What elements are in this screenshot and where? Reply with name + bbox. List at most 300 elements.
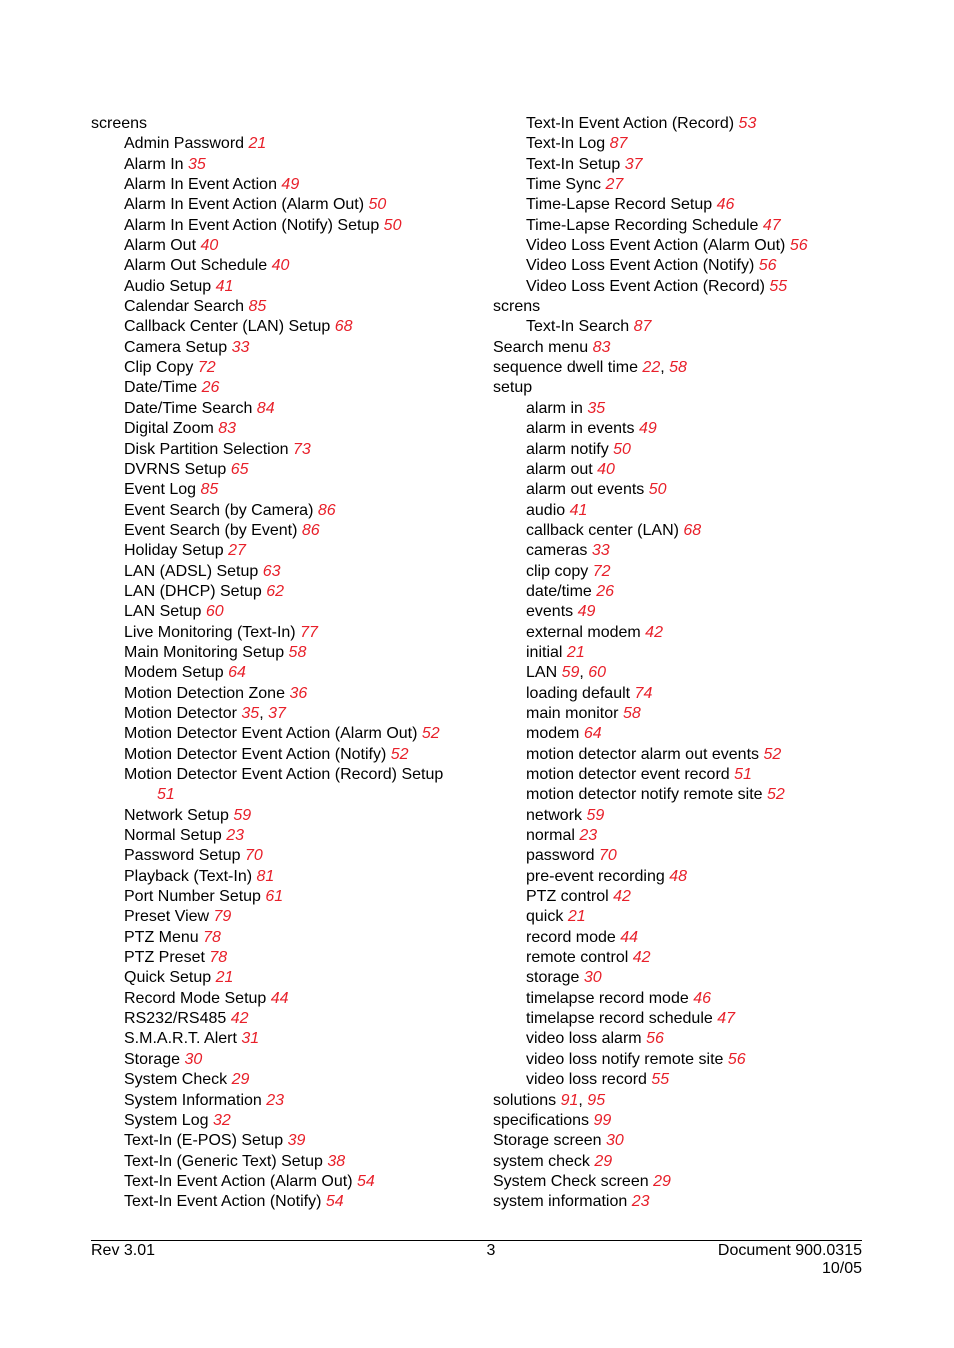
index-entry — [493, 1131, 873, 1151]
page-reference: 68 — [683, 521, 702, 539]
page-reference: 48 — [669, 867, 687, 885]
index-entry — [493, 643, 873, 663]
page-reference: 83 — [592, 338, 611, 356]
page-reference: 86 — [317, 501, 336, 519]
page-reference: 65 — [230, 460, 249, 478]
index-entry — [493, 704, 873, 724]
page-reference: 35 — [587, 399, 606, 417]
index-entry — [91, 338, 471, 358]
index-column-right — [493, 114, 873, 1213]
index-entry — [493, 1070, 873, 1090]
page-reference: 62 — [266, 582, 285, 600]
index-term: PTZ Preset — [124, 949, 205, 967]
page-reference: 56 — [727, 1050, 746, 1068]
index-entry: Motion Detector 35, 37 — [124, 704, 286, 722]
index-term: Playback (Text-In) — [124, 867, 253, 885]
page-reference: 31 — [241, 1030, 260, 1048]
index-entry — [493, 521, 873, 541]
index-term: Event Search (by Event) — [124, 521, 298, 539]
index-entry — [493, 501, 873, 521]
page-reference: 52 — [421, 725, 440, 743]
index-term: Record Mode Setup — [124, 989, 267, 1007]
index-term: Text-In Search — [526, 318, 630, 336]
page-reference: 79 — [213, 908, 232, 926]
index-term: alarm out events — [526, 481, 645, 499]
index-term: S.M.A.R.T. Alert — [124, 1030, 237, 1048]
index-term: LAN Setup — [124, 603, 202, 621]
index-entry — [91, 114, 471, 134]
index-entry — [493, 968, 873, 988]
index-term: LAN — [526, 664, 558, 682]
index-term: Camera Setup — [124, 338, 228, 356]
index-entry — [493, 785, 873, 805]
page-reference: 50 — [383, 216, 402, 234]
index-term: Audio Setup — [124, 277, 212, 295]
page-reference: 40 — [271, 257, 290, 275]
index-term: Live Monitoring (Text-In) — [124, 623, 296, 641]
index-entry — [493, 867, 873, 887]
index-entry — [91, 1131, 471, 1151]
index-term: password — [526, 847, 595, 865]
page-reference: 42 — [613, 888, 631, 906]
index-entry — [91, 134, 471, 154]
index-entry — [91, 684, 471, 704]
index-term: Text-In Log — [526, 135, 606, 153]
index-entry — [91, 806, 471, 826]
index-term: Event Search (by Camera) — [124, 501, 314, 519]
index-entry — [91, 765, 471, 785]
footer-document-number: Document 900.0315 — [717, 1242, 862, 1259]
index-term: Alarm In — [124, 155, 184, 173]
page-reference: 29 — [594, 1152, 613, 1170]
index-entry — [493, 175, 873, 195]
index-entry — [493, 684, 873, 704]
index-term: Alarm Out — [124, 237, 197, 255]
index-term: PTZ control — [526, 888, 609, 906]
index-entry — [91, 155, 471, 175]
index-entry — [91, 1009, 471, 1029]
index-entry — [91, 419, 471, 439]
index-term: System Information — [124, 1091, 262, 1109]
index-entry — [91, 216, 471, 236]
page-reference: 50 — [648, 481, 667, 499]
page-reference: 60 — [205, 603, 224, 621]
page-reference: 56 — [758, 257, 777, 275]
index-term: Motion Detector Event Action (Alarm Out) — [124, 725, 418, 743]
index-term: Video Loss Event Action (Alarm Out) — [526, 237, 786, 255]
index-entry — [91, 1192, 471, 1212]
index-term: main monitor — [526, 704, 619, 722]
page-reference: 21 — [248, 135, 267, 153]
index-term: system check — [493, 1152, 590, 1170]
page-reference: 26 — [596, 582, 615, 600]
page-reference: 73 — [292, 440, 311, 458]
index-entry — [493, 907, 873, 927]
index-term: System Check screen — [493, 1172, 649, 1190]
index-term: Text-In (E-POS) Setup — [124, 1132, 284, 1150]
index-entry — [493, 114, 873, 134]
index-entry — [91, 663, 471, 683]
page-reference: 35 — [188, 155, 206, 173]
page-reference: 53 — [738, 115, 757, 132]
page-reference: 99 — [593, 1111, 612, 1129]
index-term: Text-In (Generic Text) Setup — [124, 1152, 323, 1170]
page-reference: 85 — [248, 298, 267, 316]
index-term: Callback Center (LAN) Setup — [124, 318, 331, 336]
page-reference: 23 — [631, 1193, 650, 1211]
index-entry — [91, 602, 471, 622]
index-term: screns — [493, 298, 541, 316]
page-reference: 33 — [591, 542, 610, 560]
page-reference: 27 — [228, 542, 246, 560]
index-term: events — [526, 603, 574, 621]
index-term: Date/Time — [124, 379, 198, 397]
index-term: date/time — [526, 582, 592, 600]
page-reference: 55 — [769, 277, 788, 295]
page-reference: 70 — [598, 847, 617, 865]
index-term: Port Number Setup — [124, 888, 261, 906]
page-reference: 30 — [605, 1132, 624, 1150]
index-term: storage — [526, 969, 580, 987]
index-term: Alarm In Event Action (Alarm Out) — [124, 196, 365, 214]
index-entry — [493, 1111, 873, 1131]
index-entry — [91, 277, 471, 297]
page-reference: 29 — [231, 1071, 250, 1089]
page-reference: 60 — [588, 664, 607, 682]
index-term: Alarm Out Schedule — [124, 257, 268, 275]
index-term: Digital Zoom — [124, 420, 214, 438]
index-entry — [91, 948, 471, 968]
page-reference: 23 — [579, 827, 598, 845]
page-reference: 42 — [645, 623, 663, 641]
page-reference: 40 — [597, 460, 615, 478]
index-entry — [91, 846, 471, 866]
index-entry — [493, 236, 873, 256]
index-entry — [91, 1152, 471, 1172]
index-term: video loss notify remote site — [526, 1050, 724, 1068]
index-entry — [493, 1152, 873, 1172]
index-entry — [91, 460, 471, 480]
page-reference: 85 — [200, 481, 219, 499]
index-term: Alarm In Event Action — [124, 176, 277, 194]
index-term: screens — [91, 115, 148, 132]
index-term: LAN (ADSL) Setup — [124, 562, 259, 580]
page-reference: 52 — [763, 745, 782, 763]
index-term: Time Sync — [526, 176, 601, 194]
index-term: Holiday Setup — [124, 542, 224, 560]
index-entry — [91, 195, 471, 215]
page-reference: 63 — [262, 562, 281, 580]
page-reference: 59 — [561, 664, 580, 682]
index-term: PTZ Menu — [124, 928, 199, 946]
index-term: video loss alarm — [526, 1030, 642, 1048]
index-term: Disk Partition Selection — [124, 440, 289, 458]
page-reference: 47 — [717, 1010, 736, 1028]
page-reference: 23 — [266, 1091, 285, 1109]
page-reference: 54 — [325, 1193, 344, 1211]
index-entry — [493, 826, 873, 846]
page-reference: 61 — [265, 888, 284, 906]
index-entry — [493, 216, 873, 236]
page-reference: 41 — [215, 277, 234, 295]
index-term: alarm notify — [526, 440, 609, 458]
index-entry — [91, 724, 471, 744]
page-reference: 83 — [218, 420, 237, 438]
page-reference: 91 — [560, 1091, 579, 1109]
index-entry — [493, 460, 873, 480]
index-entry — [493, 399, 873, 419]
index-entry — [91, 399, 471, 419]
index-term: Text-In Event Action (Record) — [526, 115, 735, 132]
index-entry — [91, 1172, 471, 1192]
page-reference: 49 — [577, 603, 596, 621]
page-reference: 42 — [230, 1010, 249, 1028]
footer-document-info — [718, 1242, 862, 1278]
index-entry — [493, 297, 873, 317]
index-entry — [91, 887, 471, 907]
page-reference: 55 — [651, 1071, 670, 1089]
index-entry — [91, 623, 471, 643]
index-term: Text-In Event Action (Notify) — [124, 1193, 322, 1211]
index-entry — [91, 1111, 471, 1131]
page-reference: 54 — [356, 1172, 375, 1190]
index-term: Time-Lapse Record Setup — [526, 196, 713, 214]
index-term: external modem — [526, 623, 641, 641]
page-reference: 64 — [583, 725, 602, 743]
index-term: Motion Detector Event Action (Record) Setup — [124, 766, 444, 783]
page-reference: 56 — [789, 237, 808, 255]
index-term: audio — [526, 501, 566, 519]
index-entry: LAN 59, 60 — [526, 664, 607, 682]
page-reference: 87 — [633, 318, 652, 336]
index-term: pre-event recording — [526, 867, 665, 885]
page-reference: 33 — [231, 338, 250, 356]
index-term: Admin Password — [124, 135, 245, 153]
index-term: quick — [526, 908, 564, 926]
page-reference: 36 — [289, 684, 308, 702]
index-term: cameras — [526, 542, 588, 560]
index-term: timelapse record mode — [526, 989, 689, 1007]
index-term: alarm in events — [526, 420, 635, 438]
index-term: Preset View — [124, 908, 210, 926]
page-reference: 64 — [228, 664, 246, 682]
index-term: Main Monitoring Setup — [124, 643, 285, 661]
index-entry — [91, 175, 471, 195]
index-entry — [493, 745, 873, 765]
index-entry — [91, 297, 471, 317]
index-entry — [493, 155, 873, 175]
page-reference: 81 — [256, 867, 275, 885]
index-entry — [493, 602, 873, 622]
page-reference: 84 — [256, 399, 275, 417]
page-reference: 52 — [767, 786, 785, 804]
index-term: initial — [526, 643, 563, 661]
index-column-left — [91, 114, 471, 1213]
page-reference: 95 — [587, 1091, 606, 1109]
index-entry — [91, 1091, 471, 1111]
page-reference: 78 — [203, 928, 221, 946]
index-entry — [91, 256, 471, 276]
index-entry — [493, 928, 873, 948]
index-entry — [493, 440, 873, 460]
index-entry — [91, 541, 471, 561]
index-term: motion detector event record — [526, 766, 730, 783]
index-term: Motion Detector — [124, 704, 237, 722]
page-reference: 44 — [270, 989, 289, 1007]
page-reference: 46 — [693, 989, 711, 1007]
page-reference: 70 — [244, 847, 263, 865]
index-term: Modem Setup — [124, 664, 224, 682]
footer-page-number: 3 — [486, 1242, 496, 1259]
index-entry — [91, 1070, 471, 1090]
index-entry — [91, 358, 471, 378]
page-reference: 86 — [301, 521, 320, 539]
page-reference: 47 — [762, 216, 781, 234]
index-term: System Log — [124, 1111, 209, 1129]
index-entry — [91, 501, 471, 521]
index-term: Quick Setup — [124, 969, 212, 987]
index-term: Text-In Event Action (Alarm Out) — [124, 1172, 353, 1190]
index-term: Search menu — [493, 338, 589, 356]
page-reference: 40 — [200, 237, 219, 255]
index-term: remote control — [526, 949, 629, 967]
index-entry — [91, 785, 471, 805]
index-term: solutions — [493, 1091, 557, 1109]
page-reference: 38 — [327, 1152, 346, 1170]
index-term: Video Loss Event Action (Record) — [526, 277, 765, 295]
index-term: Normal Setup — [124, 827, 222, 845]
index-entry — [493, 277, 873, 297]
page-reference: 30 — [184, 1050, 203, 1068]
page-reference: 52 — [390, 745, 409, 763]
index-entry — [91, 745, 471, 765]
index-term: callback center (LAN) — [526, 521, 679, 539]
index-term: Storage — [124, 1050, 181, 1068]
index-term: motion detector notify remote site — [526, 786, 763, 804]
page-reference: 49 — [281, 176, 300, 194]
index-entry — [493, 806, 873, 826]
index-entry — [493, 1192, 873, 1212]
page-reference: 32 — [212, 1111, 231, 1129]
footer-document-date: 10/05 — [821, 1260, 862, 1277]
index-entry — [493, 1009, 873, 1029]
page-reference: 21 — [567, 908, 586, 926]
index-term: Network Setup — [124, 806, 229, 824]
index-entry — [493, 846, 873, 866]
index-entry — [493, 1029, 873, 1049]
page-reference: 21 — [566, 643, 585, 661]
index-term: Clip Copy — [124, 359, 194, 377]
index-term: modem — [526, 725, 580, 743]
index-term: Event Log — [124, 481, 197, 499]
index-entry — [493, 562, 873, 582]
page-reference: 58 — [669, 359, 687, 377]
page-reference: 26 — [201, 379, 220, 397]
page-reference: 29 — [653, 1172, 671, 1190]
page-reference: 87 — [609, 135, 628, 153]
page-reference: 78 — [209, 949, 228, 967]
index-entry — [91, 378, 471, 398]
page-reference: 30 — [583, 969, 602, 987]
index-term: clip copy — [526, 562, 589, 580]
index-term: RS232/RS485 — [124, 1010, 227, 1028]
index-entry — [91, 317, 471, 337]
page-reference: 49 — [638, 420, 657, 438]
index-entry — [91, 989, 471, 1009]
index-entry — [493, 887, 873, 907]
page-reference: 41 — [569, 501, 588, 519]
page-reference: 35 — [241, 704, 260, 722]
index-entry — [91, 1050, 471, 1070]
index-term: Text-In Setup — [526, 155, 621, 173]
index-entry — [91, 928, 471, 948]
page-reference: 21 — [215, 969, 234, 987]
page-reference: 22 — [642, 359, 661, 377]
index-term: Date/Time Search — [124, 399, 253, 417]
index-entry — [91, 480, 471, 500]
index-term: Video Loss Event Action (Notify) — [526, 257, 755, 275]
index-term: alarm out — [526, 460, 593, 478]
index-term: specifications — [493, 1111, 590, 1129]
index-entry — [493, 724, 873, 744]
index-entry — [493, 338, 873, 358]
page-reference: 42 — [632, 949, 651, 967]
index-term: Calendar Search — [124, 298, 245, 316]
page-reference: 58 — [288, 643, 307, 661]
index-term: network — [526, 806, 583, 824]
index-term: DVRNS Setup — [124, 460, 227, 478]
page-reference: 59 — [586, 806, 605, 824]
index-term: alarm in — [526, 399, 583, 417]
index-entry — [91, 643, 471, 663]
index-entry — [91, 521, 471, 541]
index-entry — [91, 907, 471, 927]
index-entry — [493, 1050, 873, 1070]
page-reference: 74 — [634, 684, 653, 702]
index-entry — [493, 134, 873, 154]
page-reference: 59 — [233, 806, 252, 824]
page-reference: 46 — [716, 196, 735, 214]
index-entry — [493, 1172, 873, 1192]
index-term: normal — [526, 827, 575, 845]
index-entry — [91, 562, 471, 582]
page-reference: 72 — [197, 359, 216, 377]
page-reference: 50 — [368, 196, 387, 214]
page-reference: 27 — [605, 176, 624, 194]
page-reference: 23 — [226, 827, 245, 845]
index-entry — [91, 1029, 471, 1049]
footer-revision: Rev 3.01 — [91, 1242, 156, 1259]
index-term: Alarm In Event Action (Notify) Setup — [124, 216, 380, 234]
page-reference: 72 — [592, 562, 611, 580]
page-reference: 77 — [300, 623, 318, 641]
index-term: system information — [493, 1193, 628, 1211]
index-entry — [91, 582, 471, 602]
index-term: record mode — [526, 928, 616, 946]
index-term: motion detector alarm out events — [526, 745, 760, 763]
page-reference: 50 — [613, 440, 631, 458]
index-entry — [493, 948, 873, 968]
index-entry — [493, 378, 873, 398]
page-reference: 39 — [287, 1132, 306, 1150]
index-entry — [91, 236, 471, 256]
index-entry — [91, 440, 471, 460]
index-entry — [91, 968, 471, 988]
page-reference: 56 — [646, 1030, 664, 1048]
page-reference: 58 — [622, 704, 641, 722]
index-term: System Check — [124, 1071, 228, 1089]
index-term: timelapse record schedule — [526, 1010, 713, 1028]
